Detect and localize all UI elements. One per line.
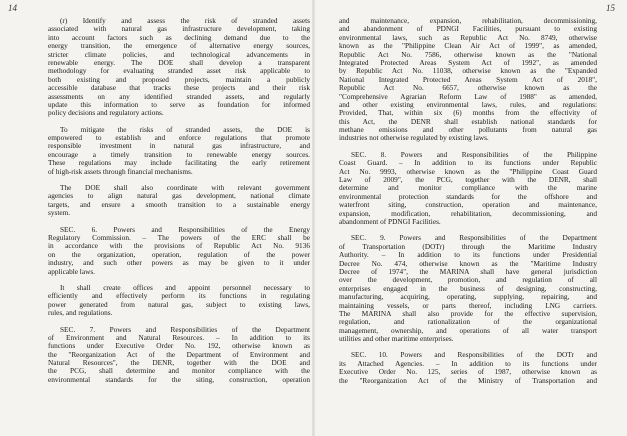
text-line: by Republic Act No. 11038, otherwise known as the "Expanded — [339, 67, 597, 76]
text-line: industry, and such other powers as may be given to it under — [48, 259, 310, 268]
text-line: SEC. 7. Powers and Responsibilities of the Department — [60, 325, 310, 334]
text-line: Regulatory Commission. – The powers of the ERC shall be — [48, 233, 310, 242]
text-column — [339, 17, 597, 393]
text-line: agencies to align natural gas development, national climate — [48, 192, 310, 201]
text-line: Natural Resources", the DENR, together with the DOE and — [48, 359, 310, 368]
text-line: Integrated Protected Areas System Act of 1992", as amended — [339, 58, 597, 67]
text-line: accessible database that tracks these projects and their risk — [48, 84, 310, 93]
section-10 — [339, 351, 597, 385]
text-line: its Attached Agencies. – In addition to its functions under — [339, 359, 597, 368]
text-line: Executive Order No. 125, series of 1987, otherwise known as — [339, 368, 597, 377]
text-line: regulation, and rationalization of the organizational — [339, 318, 597, 327]
text-line: energy transition, the emergence of alternative energy sources, — [48, 42, 310, 51]
text-line: management, ownership, and operations of all water transport — [339, 326, 597, 335]
text-line: the PCG, shall determine and monitor compliance with the — [48, 367, 310, 376]
text-line: "Comprehensive Agrarian Reform Law of 1988" as amended, — [339, 92, 597, 101]
text-line: environmental standards for the siting, construction, operation — [48, 375, 310, 384]
text-line: industries not otherwise regulated by existing laws. — [339, 134, 489, 143]
section-9 — [339, 234, 597, 343]
text-line: system. — [48, 209, 71, 218]
text-line: responsible investment in natural gas infrastructure, and — [48, 142, 310, 151]
text-line: and maintenance, expansion, rehabilitation, decommissioning, — [339, 17, 597, 25]
section-8 — [339, 151, 597, 227]
text-line: of high-risk assets through financial mechanisms. — [48, 167, 193, 176]
text-line: and abandonment of PDNGI Facilities, pursuant to existing — [339, 25, 597, 34]
text-line: enterprises engaged in the business of designing, constructing, — [339, 284, 597, 293]
text-line: power generated from natural gas, subject to existing laws, — [48, 300, 310, 309]
section-6 — [48, 226, 310, 276]
text-line: environmental laws, such as Republic Act No. 8749, otherwise — [339, 33, 597, 42]
text-line: maintaining vessels, or parts thereof, including LNG carriers. — [339, 301, 597, 310]
text-line: manufacturing, acquiring, operating, supplying, repairing, and — [339, 293, 597, 302]
text-line: The MARINA shall also provide for the effective supervision, — [339, 309, 597, 318]
text-line: methane emissions and other pollutants from natural gas — [339, 126, 597, 135]
text-line: abandonment of PDNGI Facilities. — [339, 217, 441, 226]
text-line: It shall create offices and appoint personnel necessary to — [60, 283, 310, 292]
text-line: SEC. 8. Powers and Responsibilities of the Philippine — [351, 150, 597, 159]
text-line: update this information to serve as foundation for informed — [48, 100, 310, 109]
text-line: assessments on any identified stranded assets, and regularly — [48, 92, 310, 101]
text-line: applicable laws. — [48, 267, 96, 276]
text-line: into account factors such as declining demand due to the — [48, 33, 310, 42]
text-line: These regulations may include facilitating the early retirement — [48, 159, 310, 168]
text-line: the "Reorganization Act of the Ministry of Transportation and — [339, 376, 597, 385]
text-line: on the organization, operation, regulation of the power — [48, 250, 310, 259]
text-line: empowered to establish and enforce regulations that promote — [48, 134, 310, 143]
paragraph-r — [48, 17, 310, 118]
text-line: rules, and regulations. — [48, 309, 113, 318]
section-7-continued — [339, 17, 597, 143]
text-line: both existing and proposed projects, maintain a publicly — [48, 75, 310, 84]
text-line: Act No. 9993, otherwise known as the "Philippine Coast Guard — [339, 167, 597, 176]
text-column — [48, 17, 310, 392]
text-line: associated with natural gas infrastructure development, taking — [48, 25, 310, 34]
text-line: (r) Identify and assess the risk of stranded assets — [60, 17, 310, 25]
text-line: policy decisions and regulatory actions. — [48, 109, 164, 118]
text-line: targets, and ensure a smooth transition to a sustainable energy — [48, 200, 310, 209]
text-line: renewable energy. The DOE shall develop a transparent — [48, 58, 310, 67]
text-line: Coast Guard. – In addition to its functions under Republic — [339, 159, 597, 168]
text-line: expansion, modification, rehabilitation, decommissioning, and — [339, 209, 597, 218]
paragraph-erc-offices — [48, 284, 310, 318]
text-line: stricter climate policies, and technological advancements in — [48, 50, 310, 59]
text-line: SEC. 9. Powers and Responsibilities of the Department — [351, 234, 597, 243]
text-line: To mitigate the risks of stranded assets, the DOE is — [60, 125, 310, 134]
right-page — [315, 0, 627, 436]
text-line: SEC. 10. Powers and Responsibilities of the DOTr and — [351, 351, 597, 360]
text-line: determine and monitor compliance with the marine — [339, 184, 597, 193]
text-line: Authority. – In addition to its functions under Presidential — [339, 251, 597, 260]
text-line: this Act, the DENR shall establish national standards for — [339, 117, 597, 126]
text-line: and other existing environmental laws, rules, and regulations: — [339, 100, 597, 109]
text-line: of Transportation (DOTr) through the Maritime Industry — [339, 242, 597, 251]
text-line: Decree of 1974", the MARINA shall have general jurisdiction — [339, 267, 597, 276]
text-line: the "Reorganization Act of the Department of Environment and — [48, 350, 310, 359]
text-line: in accordance with the provisions of Republic Act No. 9136 — [48, 242, 310, 251]
text-line: Decree No. 474, otherwise known as the "Maritime Industry — [339, 259, 597, 268]
page-number: 14 — [8, 3, 17, 13]
text-line: Republic Act No. 6657, otherwise known as the — [339, 84, 597, 93]
text-line: SEC. 6. Powers and Responsibilities of the Energy — [60, 225, 310, 234]
page-number: 15 — [606, 3, 615, 13]
paragraph-stranded-assets — [48, 126, 310, 176]
text-line: efficiently and effectively perform its functions in regulating — [48, 292, 310, 301]
text-line: functions under Executive Order No. 192, otherwise known as — [48, 342, 310, 351]
section-7 — [48, 326, 310, 385]
text-line: environmental protection standards for the offshore and — [339, 192, 597, 201]
text-line: Republic Act No. 7586, otherwise known as the "National — [339, 50, 597, 59]
text-line: waterfront siting, construction, operation and maintenance, — [339, 201, 597, 210]
text-line: methodology for evaluating stranded asset risk applicable to — [48, 67, 310, 76]
text-line: Law of 2009", the PCG, together with the DENR, shall — [339, 176, 597, 185]
text-line: over the development, promotion, and regulation of all — [339, 276, 597, 285]
text-line: known as the "Philippine Clean Air Act of 1999", as amended, — [339, 42, 597, 51]
text-line: National Integrated Protected Areas System Act of 2018", — [339, 75, 597, 84]
text-line: The DOE shall also coordinate with relevant government — [60, 184, 310, 193]
text-line: encourage a timely transition to renewable energy sources. — [48, 150, 310, 159]
text-line: Provided, That, within six (6) months from the effectivity of — [339, 109, 597, 118]
paragraph-coordination — [48, 184, 310, 218]
text-line: of Environment and Natural Resources. – In addition to its — [48, 333, 310, 342]
text-line: utilities and other maritime enterprises. — [339, 335, 454, 344]
